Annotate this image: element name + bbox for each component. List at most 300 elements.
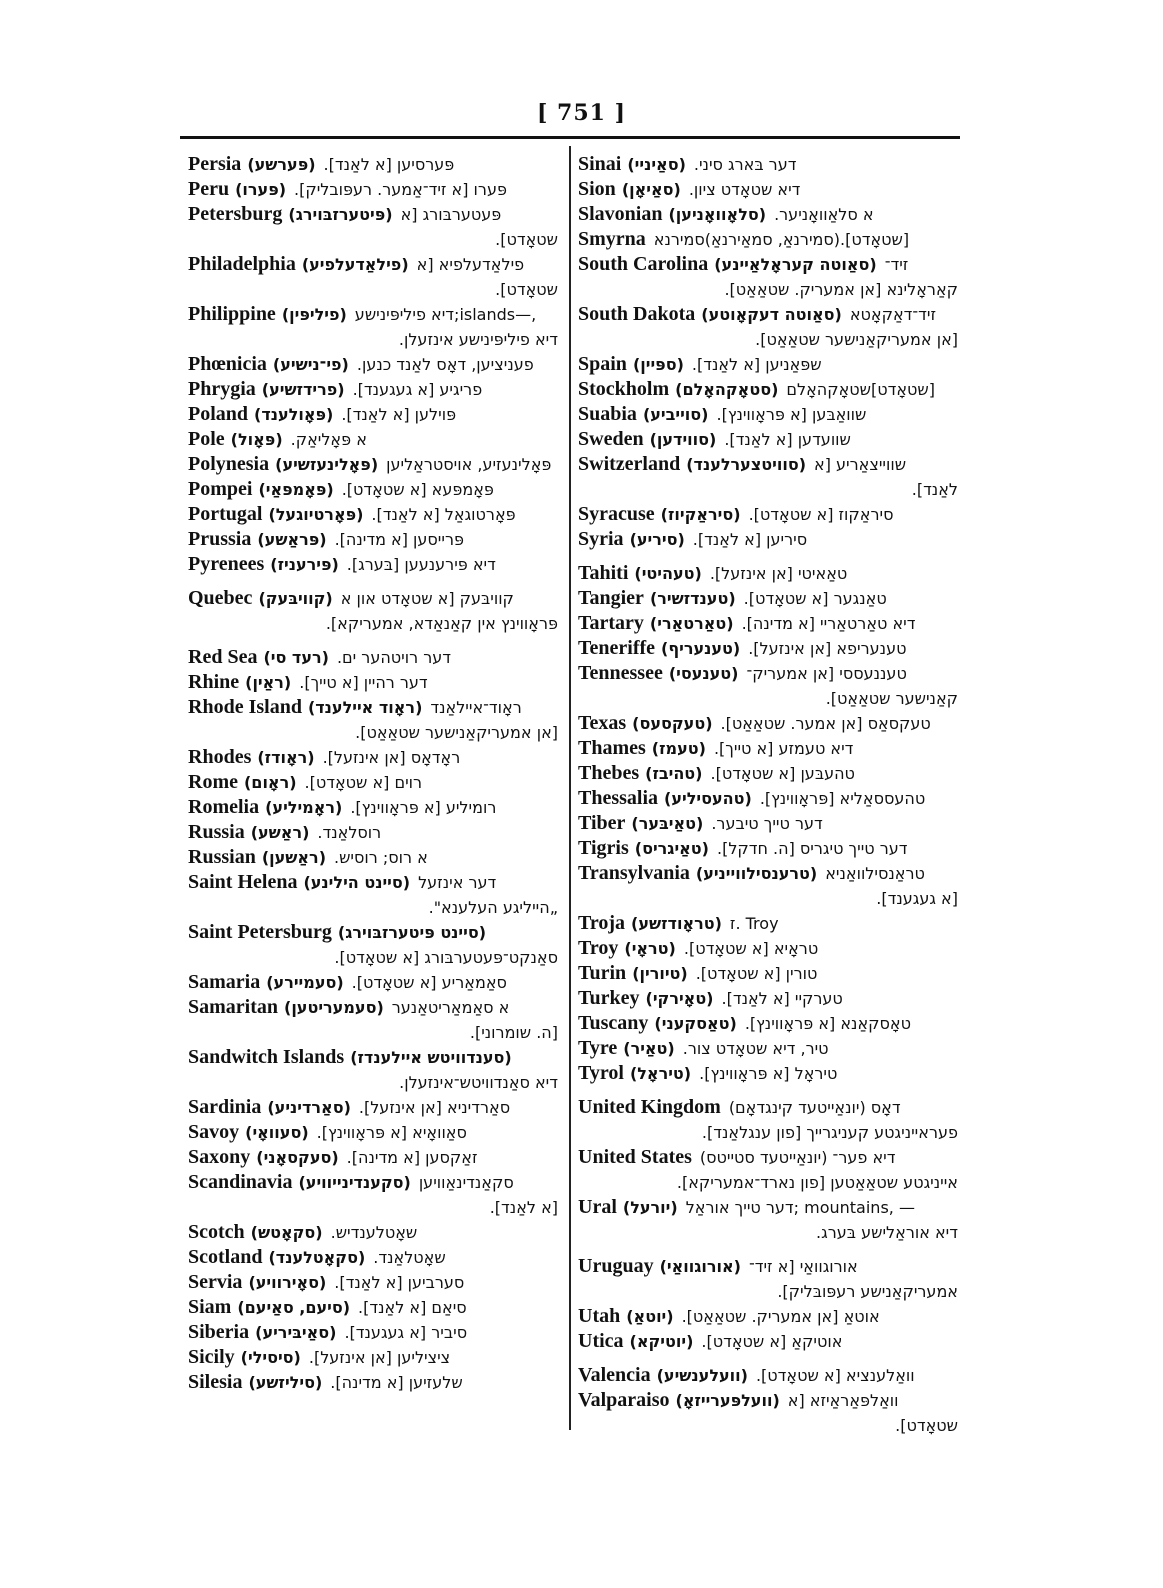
entry-lead (578, 986, 714, 1011)
dictionary-entry (188, 770, 560, 795)
entry-definition: שאָטלאַנד. (373, 1248, 446, 1267)
entry-headword: Syria (578, 528, 624, 550)
entry-headword: Stockholm (578, 378, 670, 400)
entry-headword: Poland (188, 403, 249, 425)
entry-headword: Persia (188, 153, 242, 175)
entry-lead (578, 1388, 780, 1413)
entry-headword: Suabia (578, 403, 637, 425)
entry-headword: Petersburg (188, 203, 283, 225)
entry-lead (188, 745, 315, 770)
dictionary-entry (578, 1195, 960, 1220)
dictionary-entry (188, 586, 560, 611)
entry-headword: Silesia (188, 1371, 243, 1393)
right-column (578, 152, 960, 1438)
entry-pronunciation: (סקאָטלענד) (268, 1248, 366, 1267)
entry-headword: Scandinavia (188, 1171, 293, 1193)
entry-lead (578, 1095, 721, 1120)
entry-pronunciation: (יורעל) (622, 1198, 678, 1217)
dictionary-entry (188, 427, 560, 452)
entry-lead (188, 252, 409, 277)
entry-headword: Sion (578, 178, 616, 200)
entry-pronunciation: (ראָודז) (257, 748, 315, 767)
entry-pronunciation: (פּאָמפּאַי) (258, 480, 334, 499)
dictionary-entry (578, 302, 960, 327)
dictionary-entry (188, 527, 560, 552)
entry-definition: א סאַמאַריטאַנער (391, 998, 510, 1017)
entry-continuation: [ה. שומרוני]. (469, 1023, 558, 1042)
entry-pronunciation: (ספּיין) (632, 355, 684, 374)
dictionary-entry (188, 645, 560, 670)
entry-headword: Scotland (188, 1246, 263, 1268)
entry-pronunciation: (סיסילי) (240, 1348, 301, 1367)
entry-definition: אוטיקאַ [א שטאָדט]. (701, 1332, 843, 1351)
entry-definition: סאַוואָיא [א פּראָווינץ]. (316, 1123, 467, 1142)
dictionary-entry (188, 745, 560, 770)
entry-pronunciation: (ראַין) (245, 673, 292, 692)
entry-headword: Spain (578, 353, 627, 375)
dictionary-entry (578, 661, 960, 686)
dictionary-entry (188, 920, 560, 945)
entry-headword: Tartary (578, 612, 644, 634)
entry-lead (578, 911, 722, 936)
entry-headword: Samaria (188, 971, 261, 993)
entry-headword: Sinai (578, 153, 622, 175)
entry-lead (188, 1370, 322, 1395)
entry-lead (578, 561, 702, 586)
entry-pronunciation: (טהעסיליע) (664, 789, 752, 808)
dictionary-entry (578, 252, 960, 277)
entry-definition: ראָוד־איילאַנד (430, 698, 522, 717)
entry-headword: Sweden (578, 428, 644, 450)
dictionary-entry (188, 502, 560, 527)
entry-pronunciation: (טאַיגריס) (634, 839, 709, 858)
dictionary-entry (188, 302, 560, 327)
entry-lead (578, 1145, 692, 1170)
entry-pronunciation: (פּירעניז) (270, 555, 339, 574)
entry-continuation: קאַנישער שטאַאַט]. (825, 689, 958, 708)
column-divider (569, 146, 571, 1430)
dictionary-entry (578, 586, 960, 611)
entry-pronunciation: (סאַרדיניע) (267, 1098, 351, 1117)
entry-definition: סיראַקוז [א שטאָדט]. (748, 505, 894, 524)
entry-lead (188, 695, 422, 720)
entry-headword: Troja (578, 912, 626, 934)
entry-definition: פּערו [א זיד־אַמער. רעפּובליק]. (294, 180, 507, 199)
entry-lead (188, 377, 345, 402)
entry-headword: Sandwitch Islands (188, 1046, 345, 1068)
dictionary-entry (188, 870, 560, 895)
entry-pronunciation: (טהיבז) (645, 764, 703, 783)
entry-definition: אורוגוואַי [א זיד־ (748, 1257, 858, 1276)
dictionary-entry (188, 970, 560, 995)
entry-pronunciation: (סווידען) (649, 430, 717, 449)
entry-lead (578, 252, 877, 277)
entry-lead (188, 552, 339, 577)
entry-continuation: לאַנד]. (911, 480, 958, 499)
dictionary-entry (188, 1120, 560, 1145)
entry-headword: United States (578, 1146, 692, 1168)
entry-headword: Utah (578, 1305, 621, 1327)
entry-lead (578, 177, 681, 202)
dictionary-entry (188, 670, 560, 695)
dictionary-entry (188, 1095, 560, 1120)
entry-definition: דער אינזעל (418, 873, 497, 892)
entry-headword: Pompei (188, 478, 253, 500)
entry-lead (578, 936, 676, 961)
entry-headword: Syracuse (578, 503, 655, 525)
entry-pronunciation: (פי־נישיע) (272, 355, 349, 374)
entry-pronunciation: (פּאָלינעזשיע) (275, 455, 379, 474)
entry-headword: Romelia (188, 796, 260, 818)
entry-continuation: סאַנקט־פּעטערבּורג [א שטאָדט]. (334, 948, 558, 967)
entry-pronunciation: (טאַיבּער) (631, 814, 704, 833)
entry-headword: Rhode Island (188, 696, 302, 718)
entry-lead (578, 1304, 674, 1329)
entry-headword: South Carolina (578, 253, 709, 275)
entry-pronunciation: (טיורין) (632, 964, 688, 983)
entry-definition: זאַקסען [א מדינה]. (346, 1148, 478, 1167)
entry-definition: שווייצאַריע [א (814, 455, 907, 474)
dictionary-entry (578, 861, 960, 886)
entry-pronunciation: (טראָי) (624, 939, 676, 958)
dictionary-entry (578, 961, 960, 986)
entry-lead (578, 502, 741, 527)
dictionary-entry (578, 1388, 960, 1413)
entry-definition: זיד־ (884, 255, 909, 274)
entry-definition: פּאָלינעזיע, אויסטראַליען (386, 455, 552, 474)
entry-lead (188, 427, 283, 452)
entry-lead (188, 1295, 350, 1320)
entry-headword: Savoy (188, 1121, 240, 1143)
entry-pronunciation: (סקאָטש) (250, 1223, 323, 1242)
page-number: [ 751 ] (536, 100, 627, 126)
entry-lead (578, 1254, 741, 1279)
entry-headword: Red Sea (188, 646, 258, 668)
entry-lead (188, 1045, 512, 1070)
entry-lead (188, 920, 486, 945)
entry-headword: Rhine (188, 671, 240, 693)
entry-lead (578, 152, 686, 177)
entry-definition: טאָסקאַנא [א פּראָווינץ]. (744, 1014, 911, 1033)
entry-definition: [שטאָדט]שטאָקהאָלם (786, 380, 936, 399)
entry-headword: Sardinia (188, 1096, 262, 1118)
dictionary-entry (578, 1095, 960, 1120)
entry-lead (578, 1363, 748, 1388)
entry-definition: שוועדען [א לאַנד]. (724, 430, 851, 449)
entry-lead (578, 377, 778, 402)
entry-pronunciation: (סיינט הילינע) (303, 873, 411, 892)
entry-headword: Valencia (578, 1364, 651, 1386)
entry-pronunciation: (טיראָל) (629, 1064, 692, 1083)
entry-continuation: פּראָווינץ אין קאַנאַדא, אמעריקא]. (325, 614, 558, 633)
entry-lead (188, 586, 333, 611)
dictionary-entry (578, 427, 960, 452)
entry-lead (188, 645, 329, 670)
entry-headword: Servia (188, 1271, 243, 1293)
entry-definition: דער בּארג סיני. (693, 155, 797, 174)
entry-definition: ,—islands;דיא פיליפּינישע (354, 305, 537, 324)
entry-definition: דער טייך טיבער. (711, 814, 823, 833)
entry-lead (578, 761, 702, 786)
entry-lead (578, 1061, 691, 1086)
dictionary-entry (188, 995, 560, 1020)
entry-lead (188, 152, 316, 177)
entry-headword: Pyrenees (188, 553, 265, 575)
dictionary-entry (188, 1295, 560, 1320)
entry-lead (188, 1095, 351, 1120)
entry-pronunciation: (סאָירוויע) (248, 1273, 327, 1292)
dictionary-entry (188, 552, 560, 577)
entry-lead (188, 1245, 365, 1270)
entry-definition: טראָיא [א שטאָדט]. (683, 939, 819, 958)
entry-pronunciation: (סוויטצערלענד) (686, 455, 807, 474)
entry-lead (578, 961, 688, 986)
entry-definition: זיד־דאַקאָטא (849, 305, 937, 324)
dictionary-entry (188, 402, 560, 427)
entry-pronunciation: (פרידזשיע) (261, 380, 345, 399)
entry-definition: שפּאַניען [א לאַנד]. (691, 355, 822, 374)
entry-lead (578, 636, 740, 661)
entry-headword: Switzerland (578, 453, 681, 475)
entry-lead (578, 836, 709, 861)
left-column (188, 152, 560, 1395)
entry-pronunciation: (סאַוטה קעראָלאַיינע) (714, 255, 877, 274)
entry-definition: אוטאַ [אן אמעריק. שטאַאַט]. (681, 1307, 880, 1326)
entry-lead (188, 1220, 323, 1245)
dictionary-entry (578, 1011, 960, 1036)
entry-pronunciation: (טעהיטי) (634, 564, 702, 583)
entry-definition: רוסלאַנד. (317, 823, 382, 842)
entry-lead (188, 970, 344, 995)
entry-headword: Scotch (188, 1221, 245, 1243)
dictionary-entry (578, 636, 960, 661)
entry-pronunciation: (סיריע) (629, 530, 685, 549)
entry-definition: סיאַם [א לאַנד]. (358, 1298, 467, 1317)
entry-headword: Prussia (188, 528, 252, 550)
entry-lead (578, 811, 703, 836)
entry-headword: Pole (188, 428, 225, 450)
dictionary-entry (578, 177, 960, 202)
dictionary-entry (578, 786, 960, 811)
entry-continuation: קאַראָלינא [אן אמעריק. שטאַאַט]. (724, 280, 958, 299)
entry-pronunciation: (טאַסקעני) (654, 1014, 737, 1033)
entry-headword: Tuscany (578, 1012, 649, 1034)
dictionary-entry (188, 177, 560, 202)
dictionary-entry (578, 986, 960, 1011)
dictionary-entry (188, 1345, 560, 1370)
entry-headword: Siberia (188, 1321, 250, 1343)
dictionary-entry (188, 152, 560, 177)
entry-pronunciation: (ראַשע) (250, 823, 310, 842)
dictionary-entry (188, 1170, 560, 1195)
entry-continuation: שטאָדט]. (495, 230, 558, 249)
entry-headword: Russian (188, 846, 256, 868)
entry-definition: פּאָרטוגאַל [א לאַנד]. (371, 505, 516, 524)
entry-definition: וואַלפּאַראַיזא [א (787, 1391, 899, 1410)
dictionary-entry (578, 1036, 960, 1061)
entry-definition: דיא שטאָדט ציון. (688, 180, 801, 199)
entry-lead (578, 861, 817, 886)
entry-definition: טהעבּען [א שטאָדט]. (710, 764, 855, 783)
dictionary-entry (188, 1320, 560, 1345)
entry-definition: סיביר [א געגענד]. (344, 1323, 468, 1342)
entry-pronunciation: (פּערשע) (247, 155, 316, 174)
entry-lead (188, 352, 349, 377)
entry-pronunciation: (סעמיירע) (266, 973, 344, 992)
entry-headword: Philippine (188, 303, 276, 325)
entry-headword: Tigris (578, 837, 629, 859)
entry-continuation: שטאָדט]. (895, 1416, 958, 1435)
entry-definition: פּעטערבּורג [א (400, 205, 502, 224)
entry-pronunciation: (סענדוויטש איילענדז) (350, 1048, 512, 1067)
entry-pronunciation: (טענעריף) (661, 639, 741, 658)
entry-lead (188, 995, 384, 1020)
entry-definition: פּערסיען [א לאַנד]. (323, 155, 455, 174)
entry-pronunciation: (טאָירקי) (645, 989, 714, 1008)
entry-headword: Tiber (578, 812, 626, 834)
entry-pronunciation: (סאַיניי) (627, 155, 686, 174)
entry-lead (188, 477, 334, 502)
entry-definition: Troy .ז (729, 914, 779, 933)
entry-headword: Saint Helena (188, 871, 298, 893)
entry-pronunciation: (סיינט פּיטערזבּוירג) (337, 923, 487, 942)
entry-pronunciation: (טעקסעס) (632, 714, 713, 733)
entry-pronunciation: (סאַוטה דעקאָוטע) (701, 305, 842, 324)
entry-definition: דיא טאַרטאַריי [א מדינה]. (741, 614, 916, 633)
entry-definition: דער רהיין [א טייך]. (299, 673, 428, 692)
entry-continuation: [א געגענד]. (876, 889, 958, 908)
entry-lead (188, 845, 326, 870)
entry-definition: סאַמאַריע [א שטאָדט]. (351, 973, 507, 992)
entry-definition: [שטאָדט].(סמירנאַ, סמאַירנאַ)סמירנא (653, 230, 910, 249)
entry-definition: פעניציען, דאָס לאַנד כנען. (356, 355, 534, 374)
entry-definition: סיריען [א לאַנד]. (692, 530, 808, 549)
entry-continuation: [אן אמעריקאַנישער שטאַאַט]. (355, 723, 558, 742)
entry-lead (578, 1329, 693, 1354)
dictionary-entry (578, 152, 960, 177)
entry-definition: רוים [א שטאָדט]. (304, 773, 423, 792)
dictionary-entry (188, 1145, 560, 1170)
entry-pronunciation: (טראָודזשע) (631, 914, 722, 933)
dictionary-entry (578, 1304, 960, 1329)
dictionary-entry (578, 1145, 960, 1170)
entry-definition: טעננעססי [אן אמעריק־ (746, 664, 907, 683)
dictionary-entry (188, 1045, 560, 1070)
dictionary-entry (578, 761, 960, 786)
entry-pronunciation: (רעד סי) (263, 648, 329, 667)
entry-headword: Phrygia (188, 378, 256, 400)
header-rule (180, 136, 960, 139)
entry-lead (578, 227, 646, 252)
entry-definition: דער רויטהער ים. (336, 648, 452, 667)
entry-definition: סאַרדיניא [אן אינזעל]. (358, 1098, 511, 1117)
entry-headword: Quebec (188, 587, 253, 609)
entry-definition: — ,mountains ;דער טייך אוראַל (685, 1198, 915, 1217)
entry-definition: טעקסאַס [אן אמער. שטאַאַט]. (720, 714, 931, 733)
dictionary-entry (578, 352, 960, 377)
entry-definition: ראָדאָס [אן אינזעל]. (322, 748, 461, 767)
entry-headword: Tyrol (578, 1062, 624, 1084)
entry-pronunciation: (ראָמיליע) (265, 798, 343, 817)
dictionary-entry (578, 402, 960, 427)
entry-lead (578, 527, 685, 552)
entry-pronunciation: (סעוואָי) (245, 1123, 309, 1142)
entry-continuation: „הייליגע העלענא". (428, 898, 558, 917)
dictionary-entry (578, 836, 960, 861)
entry-lead (188, 1345, 301, 1370)
entry-lead (578, 202, 766, 227)
entry-lead (188, 302, 347, 327)
entry-pronunciation: (סעמעריטען) (284, 998, 384, 1017)
entry-definition: דער טייך טיגריס [ה. חדקל]. (716, 839, 908, 858)
entry-headword: Siam (188, 1296, 232, 1318)
dictionary-entry (578, 561, 960, 586)
entry-pronunciation: (סקענדינייוויע) (298, 1173, 411, 1192)
entry-lead (188, 820, 309, 845)
entry-lead (578, 611, 734, 636)
entry-headword: Smyrna (578, 228, 646, 250)
entry-pronunciation: (ראַשען) (261, 848, 326, 867)
entry-headword: Peru (188, 178, 230, 200)
entry-headword: Utica (578, 1330, 624, 1352)
entry-pronunciation: (טענעסי) (668, 664, 739, 683)
entry-headword: Saint Petersburg (188, 921, 332, 943)
dictionary-entry (578, 1061, 960, 1086)
dictionary-entry (188, 452, 560, 477)
entry-headword: Texas (578, 712, 627, 734)
entry-lead (188, 1170, 411, 1195)
dictionary-entry (578, 202, 960, 227)
entry-headword: Samaritan (188, 996, 278, 1018)
dictionary-entry (578, 1363, 960, 1388)
dictionary-entry (188, 1220, 560, 1245)
entry-definition: טראַנסילוואַניא (825, 864, 925, 883)
entry-lead (188, 527, 327, 552)
entry-definition: סקאַנדינאַוויען (418, 1173, 514, 1192)
entry-lead (578, 1195, 678, 1220)
entry-lead (578, 302, 842, 327)
dictionary-entry (578, 1254, 960, 1279)
entry-headword: Polynesia (188, 453, 270, 475)
entry-pronunciation: (אורוגוואַי) (659, 1257, 741, 1276)
entry-definition: רומיליע [א פּראָווינץ]. (350, 798, 497, 817)
entry-pronunciation: (פּערו) (235, 180, 287, 199)
dictionary-entry (578, 911, 960, 936)
entry-lead (578, 1036, 675, 1061)
entry-lead (188, 870, 410, 895)
entry-pronunciation: (פילאַדעלפיע) (301, 255, 409, 274)
entry-pronunciation: (סיעם, סאַיעם) (237, 1298, 351, 1317)
entry-definition: טיר, דיא שטאָדט צור. (682, 1039, 829, 1058)
entry-lead (188, 1120, 309, 1145)
entry-pronunciation: (טעמז) (651, 739, 706, 758)
dictionary-entry (578, 736, 960, 761)
entry-pronunciation: (סאַיאָן) (621, 180, 681, 199)
entry-pronunciation: (טרענסילווייניע) (695, 864, 818, 883)
entry-pronunciation: (סוייביע) (642, 405, 709, 424)
entry-headword: Uruguay (578, 1255, 654, 1277)
entry-definition: א פּאָליאַק. (290, 430, 367, 449)
entry-definition: קוויבּעק [א שטאָדט און א (340, 589, 514, 608)
entry-pronunciation: (סעקסאָני) (256, 1148, 339, 1167)
entry-lead (188, 452, 378, 477)
entry-pronunciation: (פּאָרטיוגעל) (268, 505, 364, 524)
entry-continuation: [אן אמעריקאַנישער שטאַאַט]. (755, 330, 958, 349)
entry-headword: Turin (578, 962, 627, 984)
entry-lead (578, 1011, 737, 1036)
entry-pronunciation: (יוטאַ) (626, 1307, 674, 1326)
entry-headword: Teneriffe (578, 637, 656, 659)
